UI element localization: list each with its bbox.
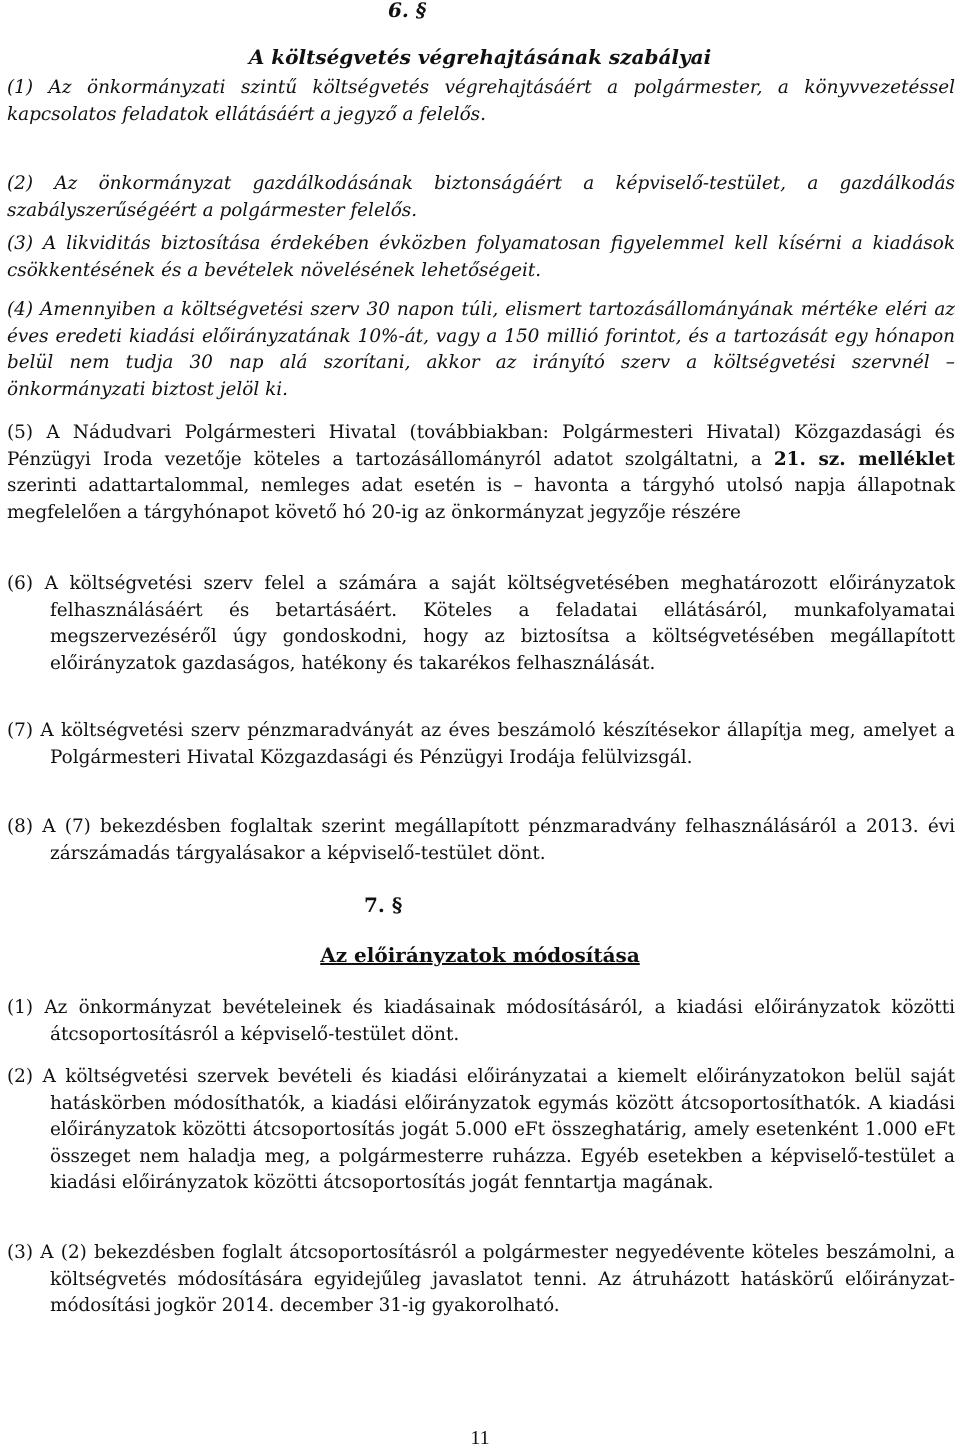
section-7-title: Az előirányzatok módosítása [320,943,640,967]
section-6-number: 6. § [388,0,427,22]
paragraph-label: (8) [7,816,34,837]
s6-paragraph-7 [7,718,955,771]
s7-paragraph-1 [7,995,955,1048]
annex-reference: 21. sz. melléklet [773,448,955,470]
s6-paragraph-4 [7,297,955,403]
paragraph-label: (1) [7,997,34,1018]
section-6-title: A költségvetés végrehajtásának szabályai [248,45,712,69]
s6-paragraph-5 [7,420,955,526]
s7-paragraph-3 [7,1240,955,1320]
s6-paragraph-1 [7,75,955,128]
s7-paragraph-2 [7,1064,955,1197]
paragraph-text: A költségvetési szervek bevételi és kiadási előirányzatai a kiemelt előirányzatokon belül saját hatáskörben módosíthatók, a kiadási előirányzatok egymás között átcsoportosíthatók. A kiadási előirányzatok közötti átcsoportosítás jogát 5.000 eFt összeghatárig, amely esetenként 1.000 eFt összeget nem haladja meg, a polgármesterre ruházza. Egyéb esetekben a képviselő-testület a kiadási előirányzatok közötti átcsoportosítás jogát fenntartja magának. [42,1066,955,1193]
paragraph-text: Az önkormányzat bevételeinek és kiadásainak módosításáról, a kiadási előirányzatok közötti átcsoportosításról a képviselő-testület dönt. [44,997,955,1045]
paragraph-text: A (2) bekezdésben foglalt átcsoportosításról a polgármester negyedévente köteles beszámolni, a költségvetés módosítására egyidejűleg javaslatot tenni. Az átruházott hatáskörű előirányzat-módosítási jogkör 2014. december 31-ig gyakorolható. [40,1242,955,1316]
paragraph-label: (4) [7,299,34,320]
s6-paragraph-2 [7,171,955,224]
paragraph-text: A (7) bekezdésben foglaltak szerint megállapított pénzmaradvány felhasználásáról a 2013. évi zárszámadás tárgyalásakor a képviselő-testület dönt. [42,816,955,864]
paragraph-label: (6) [7,573,34,594]
paragraph-text: A költségvetési szerv felel a számára a saját költségvetésében meghatározott előirányzatok felhasználásáért és betartásáért. Köteles a feladatai ellátásáról, munkafolyamatai megszervezéséről úgy gondoskodni, hogy az biztosítsa a költségvetésében megállapított előirányzatok gazdaságos, hatékony és takarékos felhasználását. [44,573,955,674]
paragraph-label: (3) [7,233,34,254]
page-number: 11 [470,1427,490,1449]
s6-paragraph-8 [7,814,955,867]
paragraph-label: (2) [7,173,34,194]
paragraph-label: (1) [7,77,34,98]
section-7-number: 7. § [364,893,403,917]
paragraph-label: (2) [7,1066,34,1087]
paragraph-text-a: A Nádudvari Polgármesteri Hivatal (továbbiakban: Polgármesteri Hivatal) Közgazdasági és Pénzügyi Iroda vezetője köteles a tartozásállományról adatot szolgáltatni, a [7,422,955,470]
paragraph-text-b: szerinti adattartalommal, nemleges adat esetén is – havonta a tárgyhó utolsó napja állapotnak megfelelően a tárgyhónapot követő hó 20-ig az önkormányzat jegyzője részére [7,475,955,523]
paragraph-text: A költségvetési szerv pénzmaradványát az éves beszámoló készítésekor állapítja meg, amelyet a Polgármesteri Hivatal Közgazdasági és Pénzügyi Irodája felülvizsgál. [40,720,955,768]
paragraph-text: A likviditás biztosítása érdekében évközben folyamatosan figyelemmel kell kísérni a kiadások csökkentésének és a bevételek növelésének lehetőségeit. [7,233,955,281]
paragraph-label: (3) [7,1242,34,1263]
paragraph-text: Amennyiben a költségvetési szerv 30 napon túli, elismert tartozásállományának mértéke eléri az éves eredeti kiadási előirányzatának 10%-át, vagy a 150 millió forintot, és a tartozását egy hónapon belül nem tudja 30 nap alá szorítani, akkor az irányító szerv a költségvetési szervnél – önkormányzati biztost jelöl ki. [7,299,955,400]
paragraph-label: (7) [7,720,34,741]
paragraph-label: (5) [7,422,34,443]
paragraph-text: Az önkormányzati szintű költségvetés végrehajtásáért a polgármester, a könyvvezetéssel kapcsolatos feladatok ellátásáért a jegyző a felelős. [7,77,955,125]
s6-paragraph-6 [7,571,955,677]
paragraph-text: Az önkormányzat gazdálkodásának biztonságáért a képviselő-testület, a gazdálkodás szabályszerűségéért a polgármester felelős. [7,173,955,221]
s6-paragraph-3 [7,231,955,284]
